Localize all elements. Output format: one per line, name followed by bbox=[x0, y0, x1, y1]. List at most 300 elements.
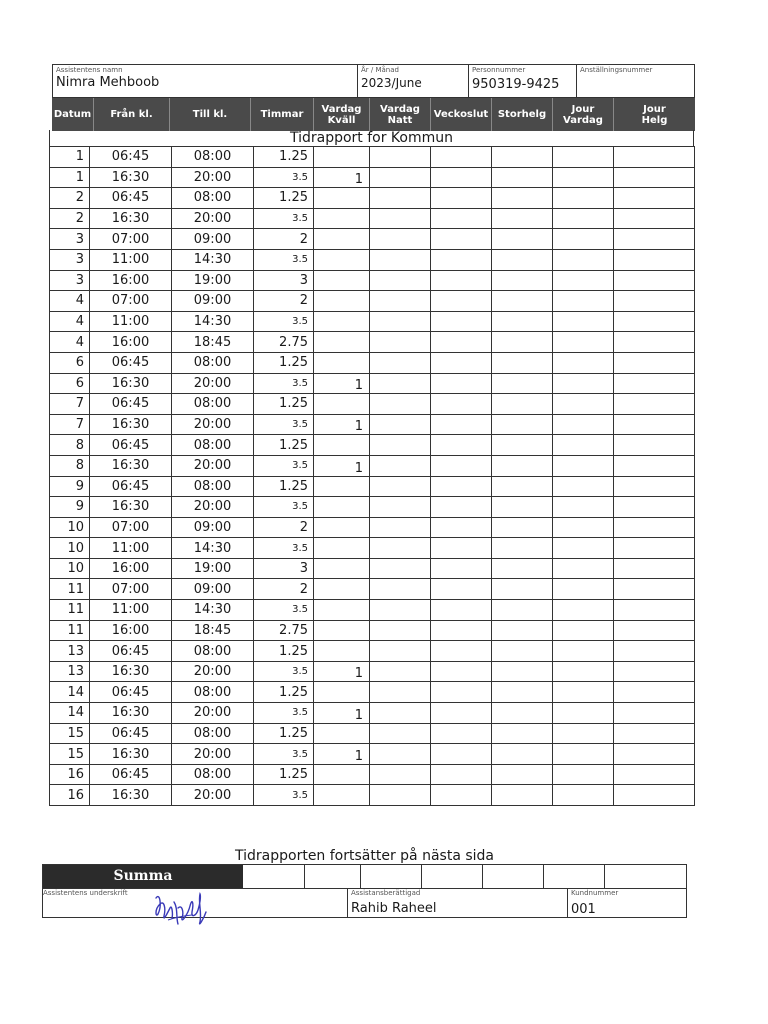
row-hours: 2 bbox=[254, 291, 314, 312]
row-major-holiday bbox=[492, 785, 553, 806]
row-weekend bbox=[431, 641, 492, 662]
row-on-call-holiday bbox=[614, 455, 695, 476]
row-major-holiday bbox=[492, 167, 553, 188]
row-weekday-night bbox=[370, 229, 431, 250]
row-weekday-evening bbox=[314, 785, 370, 806]
row-weekday-night bbox=[370, 188, 431, 209]
row-major-holiday bbox=[492, 373, 553, 394]
row-on-call-holiday bbox=[614, 703, 695, 724]
row-weekend bbox=[431, 352, 492, 373]
row-day: 14 bbox=[50, 682, 90, 703]
row-major-holiday bbox=[492, 476, 553, 497]
row-day: 3 bbox=[50, 229, 90, 250]
row-on-call-weekday bbox=[553, 270, 614, 291]
col-header-weekend: Veckoslut bbox=[431, 98, 492, 131]
row-on-call-weekday bbox=[553, 208, 614, 229]
row-to-time: 20:00 bbox=[172, 208, 254, 229]
row-weekday-night bbox=[370, 414, 431, 435]
row-weekday-evening bbox=[314, 682, 370, 703]
row-weekend bbox=[431, 455, 492, 476]
row-major-holiday bbox=[492, 682, 553, 703]
row-weekend bbox=[431, 497, 492, 518]
table-row bbox=[50, 249, 695, 270]
row-on-call-holiday bbox=[614, 435, 695, 456]
row-major-holiday bbox=[492, 497, 553, 518]
row-hours: 3 bbox=[254, 558, 314, 579]
row-major-holiday bbox=[492, 703, 553, 724]
table-row bbox=[50, 641, 695, 662]
table-row bbox=[50, 208, 695, 229]
row-on-call-holiday bbox=[614, 661, 695, 682]
row-day: 11 bbox=[50, 600, 90, 621]
row-weekday-evening bbox=[314, 579, 370, 600]
row-to-time: 08:00 bbox=[172, 435, 254, 456]
row-on-call-holiday bbox=[614, 414, 695, 435]
entitled-label: Assistansberättigad bbox=[351, 889, 421, 897]
row-to-time: 09:00 bbox=[172, 291, 254, 312]
row-weekday-evening bbox=[314, 641, 370, 662]
row-on-call-holiday bbox=[614, 270, 695, 291]
row-on-call-weekday bbox=[553, 517, 614, 538]
row-weekday-evening bbox=[314, 600, 370, 621]
row-from-time: 06:45 bbox=[90, 147, 172, 168]
row-day: 16 bbox=[50, 785, 90, 806]
row-day: 1 bbox=[50, 147, 90, 168]
row-from-time: 06:45 bbox=[90, 352, 172, 373]
row-weekday-evening bbox=[314, 352, 370, 373]
row-from-time: 11:00 bbox=[90, 249, 172, 270]
row-day: 13 bbox=[50, 641, 90, 662]
row-from-time: 06:45 bbox=[90, 394, 172, 415]
row-on-call-weekday bbox=[553, 414, 614, 435]
row-day: 4 bbox=[50, 311, 90, 332]
table-row bbox=[50, 332, 695, 353]
row-on-call-weekday bbox=[553, 744, 614, 765]
row-from-time: 16:30 bbox=[90, 744, 172, 765]
row-major-holiday bbox=[492, 435, 553, 456]
row-on-call-holiday bbox=[614, 394, 695, 415]
row-on-call-weekday bbox=[553, 785, 614, 806]
row-day: 16 bbox=[50, 764, 90, 785]
row-on-call-weekday bbox=[553, 764, 614, 785]
row-from-time: 16:00 bbox=[90, 558, 172, 579]
row-weekday-night bbox=[370, 394, 431, 415]
row-day: 11 bbox=[50, 620, 90, 641]
row-from-time: 11:00 bbox=[90, 538, 172, 559]
row-hours: 3.5 bbox=[254, 167, 314, 188]
row-on-call-weekday bbox=[553, 332, 614, 353]
row-on-call-holiday bbox=[614, 208, 695, 229]
row-on-call-weekday bbox=[553, 723, 614, 744]
row-on-call-weekday bbox=[553, 579, 614, 600]
row-hours: 1.25 bbox=[254, 476, 314, 497]
row-weekday-evening bbox=[314, 517, 370, 538]
row-weekday-evening bbox=[314, 147, 370, 168]
row-weekday-evening bbox=[314, 497, 370, 518]
row-from-time: 06:45 bbox=[90, 476, 172, 497]
row-major-holiday bbox=[492, 641, 553, 662]
row-weekend bbox=[431, 538, 492, 559]
row-on-call-weekday bbox=[553, 311, 614, 332]
row-major-holiday bbox=[492, 249, 553, 270]
row-on-call-weekday bbox=[553, 703, 614, 724]
row-on-call-holiday bbox=[614, 538, 695, 559]
row-on-call-weekday bbox=[553, 167, 614, 188]
column-header-bar bbox=[52, 98, 695, 131]
row-major-holiday bbox=[492, 147, 553, 168]
row-hours: 3.5 bbox=[254, 744, 314, 765]
personal-number-value: 950319-9425 bbox=[472, 77, 560, 92]
row-on-call-holiday bbox=[614, 167, 695, 188]
row-weekday-night bbox=[370, 332, 431, 353]
row-on-call-holiday bbox=[614, 744, 695, 765]
table-row bbox=[50, 455, 695, 476]
row-day: 7 bbox=[50, 414, 90, 435]
table-row bbox=[50, 497, 695, 518]
row-weekday-night bbox=[370, 311, 431, 332]
row-to-time: 19:00 bbox=[172, 270, 254, 291]
row-weekend bbox=[431, 188, 492, 209]
table-row bbox=[50, 764, 695, 785]
row-to-time: 20:00 bbox=[172, 785, 254, 806]
row-from-time: 16:00 bbox=[90, 270, 172, 291]
row-to-time: 20:00 bbox=[172, 414, 254, 435]
row-from-time: 06:45 bbox=[90, 188, 172, 209]
row-to-time: 08:00 bbox=[172, 682, 254, 703]
row-on-call-holiday bbox=[614, 311, 695, 332]
row-weekend bbox=[431, 620, 492, 641]
row-hours: 3.5 bbox=[254, 414, 314, 435]
row-weekday-evening bbox=[314, 188, 370, 209]
row-major-holiday bbox=[492, 414, 553, 435]
row-weekend bbox=[431, 167, 492, 188]
row-major-holiday bbox=[492, 764, 553, 785]
row-day: 6 bbox=[50, 373, 90, 394]
row-from-time: 16:30 bbox=[90, 208, 172, 229]
col-header-hours: Timmar bbox=[251, 98, 314, 131]
row-weekday-night bbox=[370, 641, 431, 662]
row-from-time: 16:30 bbox=[90, 373, 172, 394]
row-weekend bbox=[431, 229, 492, 250]
row-on-call-holiday bbox=[614, 785, 695, 806]
row-on-call-holiday bbox=[614, 332, 695, 353]
row-weekend bbox=[431, 147, 492, 168]
row-on-call-holiday bbox=[614, 373, 695, 394]
row-hours: 3.5 bbox=[254, 703, 314, 724]
row-major-holiday bbox=[492, 538, 553, 559]
row-day: 7 bbox=[50, 394, 90, 415]
row-on-call-weekday bbox=[553, 476, 614, 497]
row-on-call-weekday bbox=[553, 641, 614, 662]
row-day: 10 bbox=[50, 538, 90, 559]
row-on-call-weekday bbox=[553, 373, 614, 394]
time-report-table bbox=[49, 146, 695, 806]
table-row bbox=[50, 538, 695, 559]
row-from-time: 06:45 bbox=[90, 435, 172, 456]
row-hours: 3.5 bbox=[254, 497, 314, 518]
row-weekday-evening bbox=[314, 435, 370, 456]
row-to-time: 20:00 bbox=[172, 703, 254, 724]
row-day: 8 bbox=[50, 435, 90, 456]
row-weekend bbox=[431, 600, 492, 621]
row-from-time: 06:45 bbox=[90, 641, 172, 662]
row-hours: 3.5 bbox=[254, 249, 314, 270]
row-weekend bbox=[431, 291, 492, 312]
row-weekend bbox=[431, 332, 492, 353]
assistant-name-label: Assistentens namn bbox=[56, 66, 123, 74]
year-month-box bbox=[357, 64, 469, 98]
row-to-time: 18:45 bbox=[172, 332, 254, 353]
table-row bbox=[50, 558, 695, 579]
row-weekend bbox=[431, 558, 492, 579]
personal-number-box bbox=[468, 64, 577, 98]
row-weekday-evening bbox=[314, 332, 370, 353]
row-weekday-night bbox=[370, 167, 431, 188]
row-weekday-evening bbox=[314, 394, 370, 415]
row-from-time: 07:00 bbox=[90, 229, 172, 250]
row-to-time: 20:00 bbox=[172, 455, 254, 476]
row-weekday-night bbox=[370, 517, 431, 538]
row-weekday-evening: 1 bbox=[314, 744, 370, 765]
summa-cell-holiday bbox=[483, 865, 544, 888]
summa-cell-hours bbox=[243, 865, 305, 888]
row-hours: 2.75 bbox=[254, 332, 314, 353]
col-header-from: Från kl. bbox=[94, 98, 170, 131]
row-from-time: 11:00 bbox=[90, 311, 172, 332]
row-on-call-weekday bbox=[553, 682, 614, 703]
row-weekend bbox=[431, 373, 492, 394]
table-row bbox=[50, 703, 695, 724]
row-on-call-holiday bbox=[614, 229, 695, 250]
table-row bbox=[50, 661, 695, 682]
row-day: 3 bbox=[50, 270, 90, 291]
row-day: 15 bbox=[50, 723, 90, 744]
year-month-value: 2023/June bbox=[361, 76, 422, 90]
row-hours: 1.25 bbox=[254, 188, 314, 209]
row-weekday-evening bbox=[314, 620, 370, 641]
row-to-time: 09:00 bbox=[172, 229, 254, 250]
row-hours: 3 bbox=[254, 270, 314, 291]
row-weekday-night bbox=[370, 785, 431, 806]
row-major-holiday bbox=[492, 620, 553, 641]
row-day: 3 bbox=[50, 249, 90, 270]
personal-number-label: Personnummer bbox=[472, 66, 526, 74]
row-on-call-weekday bbox=[553, 352, 614, 373]
row-hours: 3.5 bbox=[254, 538, 314, 559]
signature-image bbox=[148, 888, 218, 932]
row-to-time: 20:00 bbox=[172, 661, 254, 682]
row-to-time: 20:00 bbox=[172, 497, 254, 518]
col-header-weekday-evening: Vardag Kväll bbox=[314, 98, 370, 131]
row-on-call-weekday bbox=[553, 249, 614, 270]
table-row bbox=[50, 579, 695, 600]
row-from-time: 16:30 bbox=[90, 703, 172, 724]
row-hours: 1.25 bbox=[254, 764, 314, 785]
row-from-time: 07:00 bbox=[90, 579, 172, 600]
row-on-call-weekday bbox=[553, 147, 614, 168]
row-weekend bbox=[431, 476, 492, 497]
entitled-box bbox=[347, 888, 567, 918]
row-weekday-evening: 1 bbox=[314, 167, 370, 188]
table-row bbox=[50, 188, 695, 209]
row-from-time: 16:30 bbox=[90, 497, 172, 518]
row-weekday-evening: 1 bbox=[314, 414, 370, 435]
row-on-call-holiday bbox=[614, 620, 695, 641]
row-hours: 2 bbox=[254, 579, 314, 600]
row-on-call-holiday bbox=[614, 600, 695, 621]
row-to-time: 08:00 bbox=[172, 352, 254, 373]
row-weekend bbox=[431, 661, 492, 682]
row-from-time: 07:00 bbox=[90, 291, 172, 312]
row-on-call-weekday bbox=[553, 497, 614, 518]
table-row bbox=[50, 517, 695, 538]
row-day: 4 bbox=[50, 291, 90, 312]
row-major-holiday bbox=[492, 455, 553, 476]
summa-row bbox=[42, 864, 687, 889]
row-day: 9 bbox=[50, 497, 90, 518]
row-on-call-holiday bbox=[614, 682, 695, 703]
table-row bbox=[50, 167, 695, 188]
row-weekend bbox=[431, 579, 492, 600]
row-on-call-weekday bbox=[553, 229, 614, 250]
row-day: 14 bbox=[50, 703, 90, 724]
row-weekday-night bbox=[370, 723, 431, 744]
row-on-call-holiday bbox=[614, 558, 695, 579]
row-weekday-evening bbox=[314, 538, 370, 559]
row-major-holiday bbox=[492, 208, 553, 229]
table-row bbox=[50, 744, 695, 765]
row-to-time: 14:30 bbox=[172, 311, 254, 332]
row-weekday-night bbox=[370, 435, 431, 456]
row-weekday-evening: 1 bbox=[314, 703, 370, 724]
row-to-time: 08:00 bbox=[172, 723, 254, 744]
table-row bbox=[50, 394, 695, 415]
table-row bbox=[50, 682, 695, 703]
row-hours: 3.5 bbox=[254, 785, 314, 806]
customer-number-label: Kundnummer bbox=[571, 889, 619, 897]
row-from-time: 16:30 bbox=[90, 785, 172, 806]
row-on-call-holiday bbox=[614, 249, 695, 270]
row-day: 15 bbox=[50, 744, 90, 765]
row-weekend bbox=[431, 723, 492, 744]
row-major-holiday bbox=[492, 579, 553, 600]
row-hours: 3.5 bbox=[254, 373, 314, 394]
row-weekday-night bbox=[370, 270, 431, 291]
row-from-time: 16:30 bbox=[90, 167, 172, 188]
row-weekend bbox=[431, 703, 492, 724]
row-from-time: 06:45 bbox=[90, 682, 172, 703]
row-major-holiday bbox=[492, 558, 553, 579]
row-day: 9 bbox=[50, 476, 90, 497]
row-major-holiday bbox=[492, 291, 553, 312]
signature-label: Assistentens underskrift bbox=[43, 889, 128, 897]
table-row bbox=[50, 311, 695, 332]
row-weekday-night bbox=[370, 579, 431, 600]
row-weekend bbox=[431, 311, 492, 332]
row-major-holiday bbox=[492, 270, 553, 291]
row-from-time: 06:45 bbox=[90, 723, 172, 744]
summa-cell-oncall-weekday bbox=[544, 865, 605, 888]
row-day: 10 bbox=[50, 558, 90, 579]
row-weekend bbox=[431, 414, 492, 435]
table-row bbox=[50, 270, 695, 291]
row-on-call-weekday bbox=[553, 661, 614, 682]
table-row bbox=[50, 414, 695, 435]
row-to-time: 08:00 bbox=[172, 641, 254, 662]
row-to-time: 08:00 bbox=[172, 147, 254, 168]
row-on-call-weekday bbox=[553, 291, 614, 312]
col-header-weekday-night: Vardag Natt bbox=[370, 98, 431, 131]
row-weekday-night bbox=[370, 744, 431, 765]
row-hours: 1.25 bbox=[254, 394, 314, 415]
row-day: 11 bbox=[50, 579, 90, 600]
assistant-name-value: Nimra Mehboob bbox=[56, 75, 160, 90]
table-row bbox=[50, 373, 695, 394]
row-to-time: 14:30 bbox=[172, 600, 254, 621]
row-weekday-evening bbox=[314, 229, 370, 250]
row-weekend bbox=[431, 249, 492, 270]
row-day: 10 bbox=[50, 517, 90, 538]
row-weekend bbox=[431, 744, 492, 765]
row-weekday-evening bbox=[314, 270, 370, 291]
row-to-time: 20:00 bbox=[172, 167, 254, 188]
row-day: 1 bbox=[50, 167, 90, 188]
row-on-call-weekday bbox=[553, 394, 614, 415]
summa-cell-weekend bbox=[422, 865, 483, 888]
row-hours: 1.25 bbox=[254, 435, 314, 456]
employment-number-box bbox=[576, 64, 695, 98]
row-major-holiday bbox=[492, 352, 553, 373]
row-weekday-evening bbox=[314, 764, 370, 785]
row-on-call-holiday bbox=[614, 641, 695, 662]
time-report-body bbox=[50, 147, 695, 806]
row-on-call-weekday bbox=[553, 600, 614, 621]
row-to-time: 20:00 bbox=[172, 744, 254, 765]
row-weekday-night bbox=[370, 147, 431, 168]
row-weekday-evening bbox=[314, 476, 370, 497]
row-weekend bbox=[431, 394, 492, 415]
row-from-time: 16:30 bbox=[90, 414, 172, 435]
row-weekday-night bbox=[370, 661, 431, 682]
row-hours: 1.25 bbox=[254, 641, 314, 662]
row-weekday-evening: 1 bbox=[314, 373, 370, 394]
table-row bbox=[50, 352, 695, 373]
row-to-time: 09:00 bbox=[172, 579, 254, 600]
customer-number-value: 001 bbox=[571, 902, 596, 917]
row-weekday-evening bbox=[314, 291, 370, 312]
row-weekend bbox=[431, 208, 492, 229]
row-major-holiday bbox=[492, 723, 553, 744]
row-weekday-evening: 1 bbox=[314, 455, 370, 476]
row-weekday-night bbox=[370, 352, 431, 373]
table-row bbox=[50, 620, 695, 641]
signature-box bbox=[42, 888, 348, 918]
row-day: 2 bbox=[50, 188, 90, 209]
row-to-time: 14:30 bbox=[172, 249, 254, 270]
col-header-major-holiday: Storhelg bbox=[492, 98, 553, 131]
row-weekday-night bbox=[370, 703, 431, 724]
row-weekday-night bbox=[370, 764, 431, 785]
row-weekday-evening bbox=[314, 558, 370, 579]
row-major-holiday bbox=[492, 229, 553, 250]
row-hours: 2.75 bbox=[254, 620, 314, 641]
col-header-on-call-weekday: Jour Vardag bbox=[553, 98, 614, 131]
row-hours: 3.5 bbox=[254, 600, 314, 621]
table-row bbox=[50, 435, 695, 456]
row-hours: 2 bbox=[254, 517, 314, 538]
row-weekend bbox=[431, 785, 492, 806]
row-hours: 3.5 bbox=[254, 208, 314, 229]
